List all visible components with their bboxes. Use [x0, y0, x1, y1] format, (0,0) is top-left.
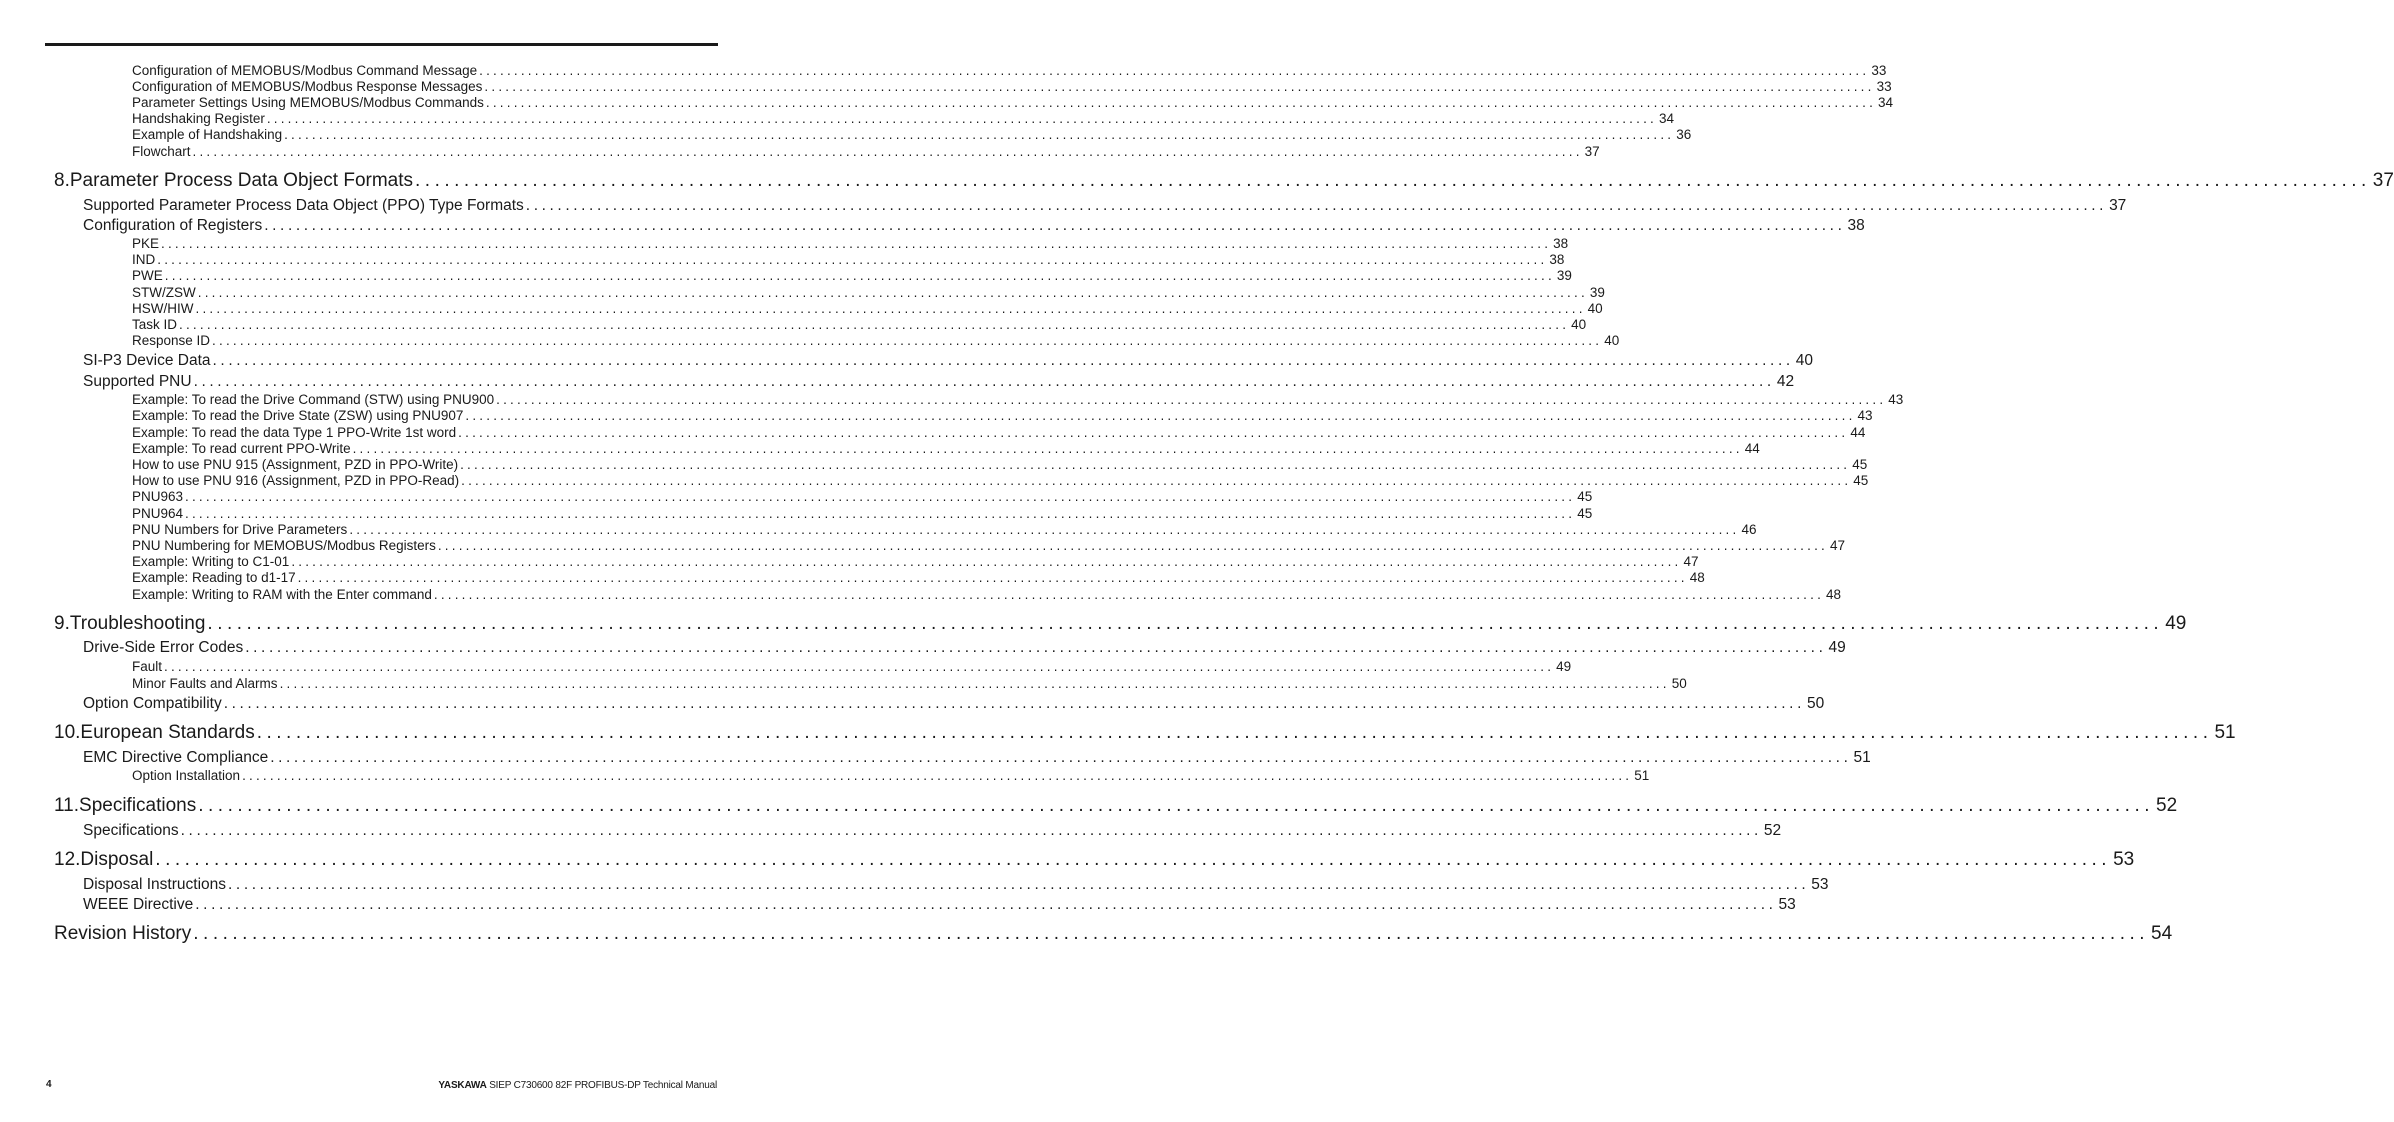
toc-page-number: 53 [2113, 849, 2135, 870]
toc-entry[interactable] [54, 170, 2394, 192]
dot-leader: ........................................................................................................................................................................................................ [460, 457, 1851, 472]
toc-page-number: 48 [1689, 570, 1705, 585]
toc-entry[interactable] [132, 659, 1572, 674]
toc-entry-title: How to use PNU 915 (Assignment, PZD in PPO-Write) [132, 457, 459, 472]
dot-leader: ........................................................................................................................................................................................................ [185, 489, 1576, 504]
toc-entry[interactable] [132, 538, 1846, 553]
toc-entry-title: Configuration of Registers [83, 217, 263, 234]
toc-page-number: 37 [2109, 197, 2127, 214]
toc-entry-title: Configuration of MEMOBUS/Modbus Response Messages [132, 79, 483, 94]
dot-leader: ........................................................................................................................................................................................................ [352, 441, 1743, 456]
toc-page-number: 54 [2151, 923, 2173, 944]
toc-entry[interactable] [132, 144, 1600, 159]
dot-leader: ........................................................................................................................................................................................................ [284, 127, 1675, 142]
toc-page-number: 33 [1871, 63, 1887, 78]
dot-leader: ........................................................................................................................................................................................................ [256, 722, 2213, 743]
toc-page-number: 34 [1878, 95, 1894, 110]
toc-section-number: 10. [54, 722, 81, 743]
dot-leader: ........................................................................................................................................................................................................ [291, 554, 1682, 569]
dot-leader: ........................................................................................................................................................................................................ [485, 95, 1877, 110]
toc-section-number: 8. [54, 170, 70, 191]
toc-entry-title: Example: To read the Drive State (ZSW) using PNU907 [132, 408, 464, 423]
dot-leader: ........................................................................................................................................................................................................ [484, 79, 1875, 94]
dot-leader: ........................................................................................................................................................................................................ [179, 317, 1570, 332]
toc-entry[interactable] [83, 217, 1865, 235]
toc-entry[interactable] [83, 876, 1829, 894]
dot-leader: ........................................................................................................................................................................................................ [164, 659, 1555, 674]
dot-leader: ........................................................................................................................................................................................................ [197, 285, 1588, 300]
toc-entry-title: Supported Parameter Process Data Object (PPO) Type Formats [83, 197, 524, 214]
dot-leader: ........................................................................................................................................................................................................ [437, 538, 1828, 553]
toc-page-number: 52 [1763, 822, 1782, 839]
toc-entry[interactable] [132, 63, 1887, 78]
toc-page-number: 45 [1577, 506, 1593, 521]
toc-entry[interactable] [54, 795, 2178, 817]
toc-entry-title: PKE [132, 236, 160, 251]
dot-leader: ........................................................................................................................................................................................................ [461, 473, 1852, 488]
toc-entry[interactable] [132, 301, 1603, 316]
toc-page-number: 37 [2372, 170, 2394, 191]
toc-entry-title: STW/ZSW [132, 285, 196, 300]
toc-entry[interactable] [83, 822, 1782, 840]
toc-entry[interactable] [132, 392, 1904, 407]
toc-entry[interactable] [132, 441, 1760, 456]
dot-leader: ........................................................................................................................................................................................................ [264, 217, 1846, 234]
toc-entry[interactable] [132, 111, 1675, 126]
toc-entry-title: Example of Handshaking [132, 127, 283, 142]
dot-leader: ........................................................................................................................................................................................................ [415, 170, 2371, 191]
toc-entry-title: PNU963 [132, 489, 184, 504]
toc-entry-title: Response ID [132, 333, 211, 348]
toc-page-number: 38 [1847, 217, 1865, 234]
toc-entry[interactable] [54, 923, 2173, 945]
toc-entry-title: Specifications [83, 822, 179, 839]
toc-entry-title: PNU Numbering for MEMOBUS/Modbus Registers [132, 538, 436, 553]
toc-page-number: 43 [1888, 392, 1904, 407]
dot-leader: ........................................................................................................................................................................................................ [266, 111, 1657, 126]
dot-leader: ........................................................................................................................................................................................................ [212, 333, 1603, 348]
toc-entry[interactable] [132, 268, 1572, 283]
toc-entry-title: Disposal Instructions [83, 876, 227, 893]
toc-entry[interactable] [83, 749, 1871, 767]
manual-subtitle: SIEP C730600 82F PROFIBUS-DP Technical Manual [486, 1080, 717, 1091]
toc-entry-title: Option Compatibility [83, 695, 222, 712]
toc-entry-title: Revision History [54, 923, 192, 944]
toc-entry-title: How to use PNU 916 (Assignment, PZD in PPO-Read) [132, 473, 460, 488]
toc-page-number: 39 [1589, 285, 1605, 300]
toc-page-number: 53 [1778, 896, 1796, 913]
toc-page-number: 47 [1830, 538, 1846, 553]
toc-entry-title: Option Installation [132, 768, 241, 783]
toc-page-number: 38 [1549, 252, 1565, 267]
toc-entry-title: Supported PNU [83, 373, 192, 390]
toc-page-number: 47 [1683, 554, 1699, 569]
dot-leader: ........................................................................................................................................................................................................ [157, 252, 1548, 267]
toc-section-number: 12. [54, 849, 81, 870]
dot-leader: ........................................................................................................................................................................................................ [228, 876, 1810, 893]
toc-entry-title: Flowchart [132, 144, 191, 159]
dot-leader: ........................................................................................................................................................................................................ [180, 822, 1762, 839]
toc-entry-title: Parameter Process Data Object Formats [69, 170, 414, 191]
toc-page-number: 39 [1556, 268, 1572, 283]
toc-section-number: 11. [54, 795, 80, 816]
toc-page-number: 51 [1853, 749, 1871, 766]
toc-page-number: 53 [1811, 876, 1829, 893]
toc-entry[interactable] [132, 408, 1873, 423]
manual-title [438, 1080, 717, 1091]
toc-page-number: 51 [1634, 768, 1650, 783]
toc-entry[interactable] [132, 587, 1842, 602]
dot-leader: ........................................................................................................................................................................................................ [155, 849, 2112, 870]
toc-entry-title: Drive-Side Error Codes [83, 639, 244, 656]
toc-entry-title: Example: To read the data Type 1 PPO-Write 1st word [132, 425, 457, 440]
dot-leader: ........................................................................................................................................................................................................ [212, 352, 1794, 369]
dot-leader: ........................................................................................................................................................................................................ [270, 749, 1852, 766]
toc-page-number: 45 [1853, 473, 1869, 488]
dot-leader: ........................................................................................................................................................................................................ [207, 613, 2164, 634]
dot-leader: ........................................................................................................................................................................................................ [185, 506, 1576, 521]
dot-leader: ........................................................................................................................................................................................................ [164, 268, 1555, 283]
toc-entry-title: Troubleshooting [69, 613, 206, 634]
dot-leader: ........................................................................................................................................................................................................ [195, 301, 1586, 316]
page-number: 4 [46, 1079, 52, 1090]
toc-page-number: 42 [1776, 373, 1795, 390]
dot-leader: ........................................................................................................................................................................................................ [525, 197, 2108, 214]
toc-page-number: 50 [1671, 676, 1687, 691]
toc-entry-title: Example: Writing to RAM with the Enter command [132, 587, 432, 602]
dot-leader: ........................................................................................................................................................................................................ [433, 587, 1825, 602]
toc-entry-title: EMC Directive Compliance [83, 749, 269, 766]
toc-entry[interactable] [132, 317, 1587, 332]
dot-leader: ........................................................................................................................................................................................................ [242, 768, 1633, 783]
dot-leader: ........................................................................................................................................................................................................ [193, 923, 2150, 944]
toc-entry[interactable] [83, 896, 1796, 914]
toc-entry[interactable] [132, 333, 1620, 348]
toc-page-number: 45 [1577, 489, 1593, 504]
dot-leader: ........................................................................................................................................................................................................ [223, 695, 1805, 712]
toc-entry[interactable] [132, 95, 1894, 110]
toc-page-number: 51 [2214, 722, 2236, 743]
toc-entry[interactable] [83, 197, 2127, 215]
toc-entry-title: Disposal [80, 849, 154, 870]
toc-page-number: 40 [1587, 301, 1603, 316]
dot-leader: ........................................................................................................................................................................................................ [193, 373, 1775, 390]
dot-leader: ........................................................................................................................................................................................................ [279, 676, 1670, 691]
toc-entry-title: Example: Reading to d1-17 [132, 570, 296, 585]
toc-entry-title: HSW/HIW [132, 301, 194, 316]
toc-entry[interactable] [132, 425, 1866, 440]
toc-entry-title: Handshaking Register [132, 111, 265, 126]
toc-entry[interactable] [132, 473, 1869, 488]
toc-entry-title: IND [132, 252, 156, 267]
toc-page-number: 49 [1556, 659, 1572, 674]
toc-entry-title: WEEE Directive [83, 896, 194, 913]
toc-page-number: 33 [1876, 79, 1892, 94]
toc-page-number: 50 [1806, 695, 1825, 712]
toc-entry[interactable] [132, 768, 1650, 783]
header-rule [45, 43, 718, 46]
toc-entry[interactable] [132, 127, 1692, 142]
toc-page-number: 52 [2156, 795, 2178, 816]
toc-page-number: 49 [1828, 639, 1846, 656]
toc-entry[interactable] [83, 352, 1814, 370]
toc-entry[interactable] [132, 570, 1705, 585]
toc-page-number: 37 [1584, 144, 1600, 159]
toc-entry[interactable] [132, 457, 1868, 472]
toc-page-number: 45 [1852, 457, 1868, 472]
toc-entry-title: Example: Writing to C1-01 [132, 554, 290, 569]
toc-entry[interactable] [54, 849, 2135, 871]
toc-entry-title: Configuration of MEMOBUS/Modbus Command Message [132, 63, 478, 78]
toc-page-number: 44 [1850, 425, 1866, 440]
toc-page-number: 48 [1826, 587, 1842, 602]
dot-leader: ........................................................................................................................................................................................................ [195, 896, 1777, 913]
toc-entry-title: PNU964 [132, 506, 184, 521]
toc-entry-title: Task ID [132, 317, 178, 332]
toc-entry-title: PNU Numbers for Drive Parameters [132, 522, 348, 537]
toc-entry-title: Specifications [79, 795, 197, 816]
toc-entry[interactable] [132, 489, 1593, 504]
toc-entry[interactable] [83, 639, 1846, 657]
toc-page-number: 44 [1744, 441, 1760, 456]
dot-leader: ........................................................................................................................................................................................................ [465, 408, 1856, 423]
toc-entry-title: European Standards [80, 722, 255, 743]
toc-entry-title: PWE [132, 268, 163, 283]
brand-name: YASKAWA [438, 1080, 487, 1091]
toc-page-number: 46 [1741, 522, 1757, 537]
toc-entry[interactable] [132, 522, 1757, 537]
toc-entry[interactable] [83, 695, 1825, 713]
toc-page-number: 40 [1571, 317, 1587, 332]
toc-entry[interactable] [132, 676, 1687, 691]
toc-entry-title: Parameter Settings Using MEMOBUS/Modbus Commands [132, 95, 484, 110]
toc-section-number: 9. [54, 613, 70, 634]
dot-leader: ........................................................................................................................................................................................................ [297, 570, 1688, 585]
toc-entry[interactable] [54, 613, 2187, 635]
dot-leader: ........................................................................................................................................................................................................ [349, 522, 1740, 537]
dot-leader: ........................................................................................................................................................................................................ [161, 236, 1552, 251]
dot-leader: ........................................................................................................................................................................................................ [496, 392, 1887, 407]
toc-entry-title: Fault [132, 659, 163, 674]
toc-page-number: 49 [2165, 613, 2187, 634]
dot-leader: ........................................................................................................................................................................................................ [198, 795, 2155, 816]
toc-page-number: 38 [1553, 236, 1569, 251]
toc-entry[interactable] [132, 79, 1892, 94]
toc-entry[interactable] [132, 252, 1565, 267]
toc-page-number: 43 [1857, 408, 1873, 423]
toc-entry[interactable] [132, 506, 1593, 521]
toc-entry-title: Minor Faults and Alarms [132, 676, 278, 691]
toc-page-number: 40 [1795, 352, 1814, 369]
toc-entry[interactable] [132, 285, 1605, 300]
toc-page-number: 36 [1676, 127, 1692, 142]
toc-entry[interactable] [132, 236, 1569, 251]
toc-entry-title: Example: To read current PPO-Write [132, 441, 351, 456]
toc-entry[interactable] [83, 373, 1795, 391]
toc-page-number: 40 [1604, 333, 1620, 348]
toc-entry-title: SI-P3 Device Data [83, 352, 211, 369]
toc-entry[interactable] [132, 554, 1699, 569]
toc-entry-title: Example: To read the Drive Command (STW) using PNU900 [132, 392, 495, 407]
toc-page-number: 34 [1658, 111, 1675, 126]
toc-entry[interactable] [54, 722, 2236, 744]
dot-leader: ........................................................................................................................................................................................................ [245, 639, 1827, 656]
dot-leader: ........................................................................................................................................................................................................ [479, 63, 1870, 78]
dot-leader: ........................................................................................................................................................................................................ [192, 144, 1583, 159]
dot-leader: ........................................................................................................................................................................................................ [458, 425, 1849, 440]
